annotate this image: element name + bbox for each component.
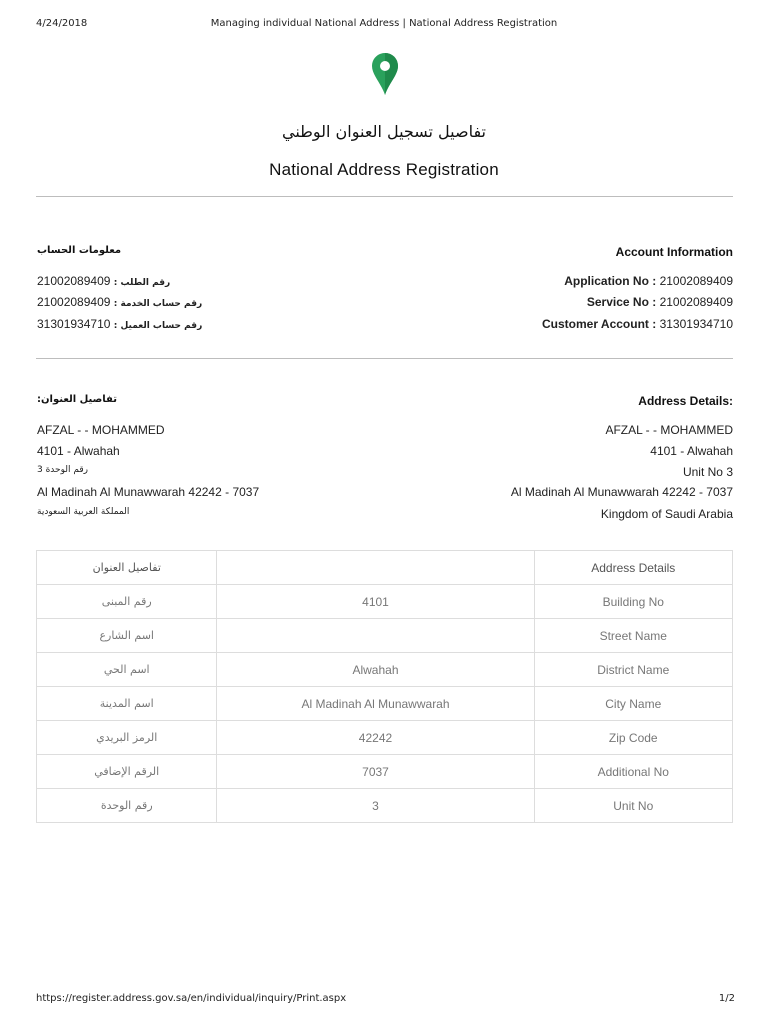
account-label-arabic: رقم حساب الخدمة : — [113, 299, 203, 309]
table-row — [37, 653, 733, 687]
row-label: Street Name — [534, 619, 732, 653]
row-value — [217, 619, 534, 653]
address-line: 4101 - Alwahah — [650, 444, 733, 458]
account-row-arabic — [37, 295, 202, 309]
address-line-arabic: 4101 - Alwahah — [37, 444, 120, 458]
table-header-arabic: تفاصيل العنوان — [37, 551, 217, 585]
account-value: 21002089409 — [659, 274, 733, 288]
account-label-arabic: رقم الطلب : — [113, 278, 171, 288]
row-value: 7037 — [217, 755, 534, 789]
account-row — [564, 274, 733, 288]
print-page-title: Managing individual National Address | National Address Registration — [210, 18, 558, 29]
row-label-arabic: اسم الحي — [37, 653, 217, 687]
table-row — [37, 687, 733, 721]
account-row — [587, 295, 733, 309]
print-date: 4/24/2018 — [36, 18, 88, 29]
row-label-arabic: الرمز البريدي — [37, 721, 217, 755]
row-label: District Name — [534, 653, 732, 687]
account-value: 21002089409 — [37, 274, 111, 288]
address-line-arabic: AFZAL - - MOHAMMED — [37, 423, 165, 437]
table-header-english: Address Details — [534, 551, 732, 585]
account-value: 21002089409 — [659, 295, 733, 309]
address-line-arabic: رقم الوحدة 3 — [37, 465, 88, 475]
table-row — [37, 789, 733, 823]
account-label: Application No : — [564, 274, 657, 288]
account-label: Customer Account : — [542, 317, 657, 331]
row-label: Additional No — [534, 755, 732, 789]
page-number: 1/2 — [718, 993, 735, 1004]
row-label-arabic: الرقم الإضافي — [37, 755, 217, 789]
row-label-arabic: رقم الوحدة — [37, 789, 217, 823]
account-value: 21002089409 — [37, 295, 111, 309]
address-line: Kingdom of Saudi Arabia — [600, 507, 733, 521]
table-row — [37, 755, 733, 789]
row-value: 42242 — [217, 721, 534, 755]
account-label: Service No : — [586, 295, 657, 309]
divider — [36, 358, 733, 359]
account-label-arabic: رقم حساب العميل : — [113, 321, 203, 331]
address-heading: Address Details: — [638, 394, 733, 408]
account-heading-arabic: معلومات الحساب — [37, 245, 122, 256]
account-row — [542, 317, 733, 331]
row-label-arabic: اسم المدينة — [37, 687, 217, 721]
account-row-arabic — [37, 274, 170, 288]
address-line: Unit No 3 — [682, 465, 733, 479]
row-label: Building No — [534, 585, 732, 619]
address-line-arabic: Al Madinah Al Munawwarah 42242 - 7037 — [37, 485, 260, 499]
table-row — [37, 619, 733, 653]
row-label: Unit No — [534, 789, 732, 823]
table-row — [37, 721, 733, 755]
row-value: Al Madinah Al Munawwarah — [217, 687, 534, 721]
divider — [36, 196, 733, 197]
address-details-table — [36, 550, 733, 823]
row-value: Alwahah — [217, 653, 534, 687]
page-title-arabic: تفاصيل تسجيل العنوان الوطني — [281, 122, 487, 141]
row-value: 3 — [217, 789, 534, 823]
row-value: 4101 — [217, 585, 534, 619]
account-value: 31301934710 — [659, 317, 733, 331]
address-heading-arabic: تفاصيل العنوان: — [37, 394, 117, 405]
address-line: AFZAL - - MOHAMMED — [605, 423, 733, 437]
table-header-value — [217, 551, 534, 585]
row-label: City Name — [534, 687, 732, 721]
row-label-arabic: اسم الشارع — [37, 619, 217, 653]
account-value: 31301934710 — [37, 317, 111, 331]
map-pin-icon — [371, 52, 399, 96]
account-row-arabic — [37, 317, 202, 331]
account-heading: Account Information — [615, 245, 733, 259]
page-title: National Address Registration — [269, 160, 499, 179]
print-url: https://register.address.gov.sa/en/individual/inquiry/Print.aspx — [36, 993, 347, 1004]
row-label-arabic: رقم المبنى — [37, 585, 217, 619]
address-line-arabic: المملكة العربية السعودية — [37, 507, 130, 517]
table-row — [37, 585, 733, 619]
row-label: Zip Code — [534, 721, 732, 755]
table-header-row — [37, 551, 733, 585]
address-line: Al Madinah Al Munawwarah 42242 - 7037 — [510, 485, 733, 499]
